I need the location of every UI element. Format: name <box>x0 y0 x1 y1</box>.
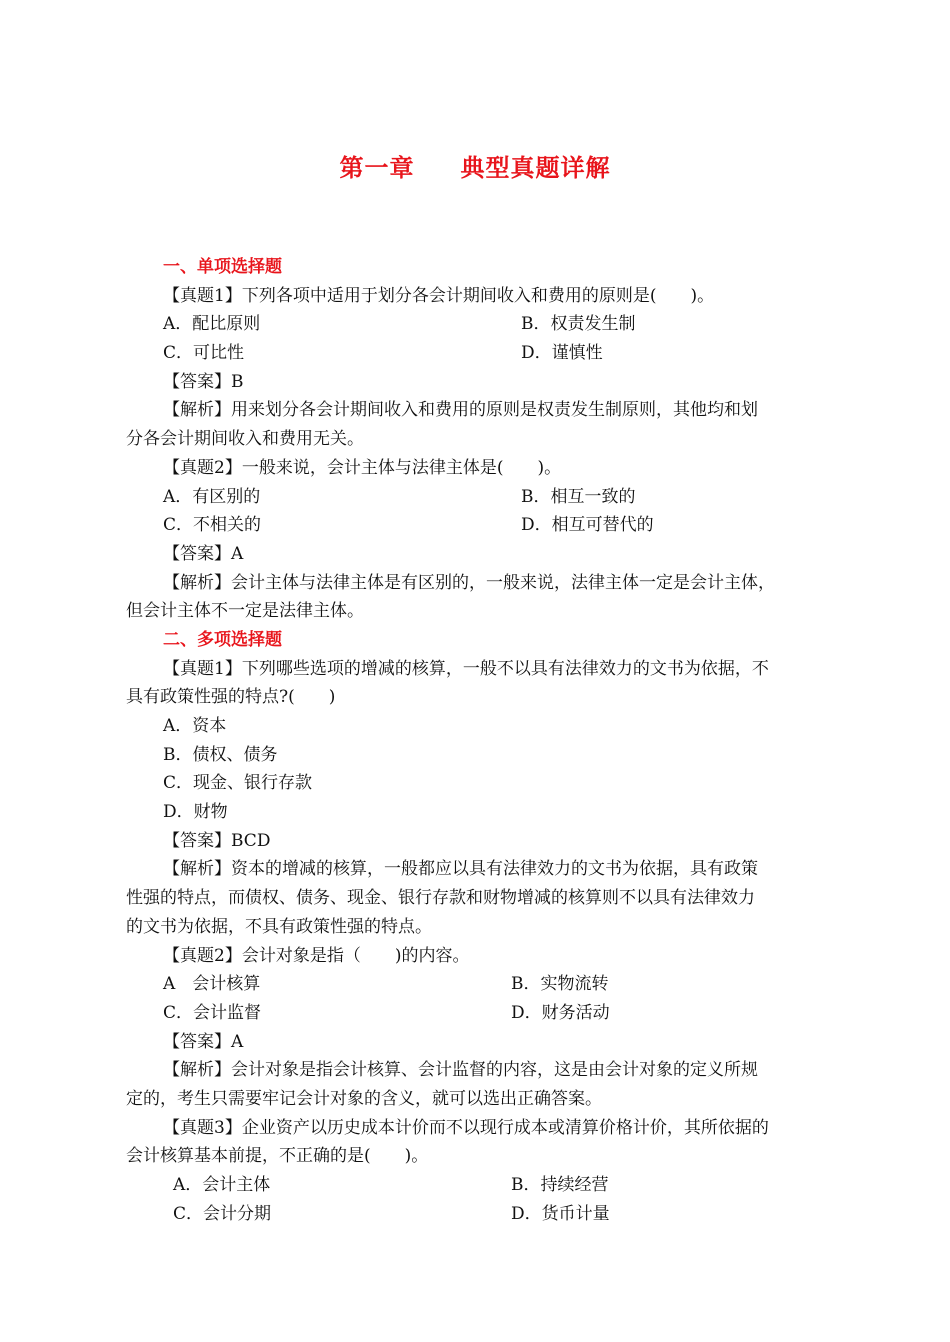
option-b: B．持续经营 <box>511 1175 609 1195</box>
option-b: B．相互一致的 <box>521 486 636 507</box>
analysis-line: 【解析】会计主体与法律主体是有区别的，一般来说，法律主体一定是会计主体， <box>163 572 775 593</box>
option-d: D．财物 <box>163 802 228 823</box>
question-stem: 【真题3】企业资产以历史成本计价而不以现行成本或清算价格计价，其所依据的 <box>163 1117 769 1138</box>
option-a: A．有区别的 <box>163 486 261 507</box>
option-d: D．财务活动 <box>511 1002 610 1023</box>
option-b: B．债权、债务 <box>163 744 278 765</box>
option-row <box>126 970 856 999</box>
option-a: A．配比原则 <box>163 314 261 335</box>
analysis-line: 【解析】会计对象是指会计核算、会计监督的内容，这是由会计对象的定义所规 <box>163 1060 758 1081</box>
option-row <box>126 1171 856 1200</box>
option-c: C．会计监督 <box>163 1002 262 1023</box>
analysis-line: 的文书为依据，不具有政策性强的特点。 <box>126 916 432 937</box>
question-stem: 具有政策性强的特点?( ) <box>126 687 336 708</box>
analysis-line: 【解析】用来划分各会计期间收入和费用的原则是权责发生制原则，其他均和划 <box>163 400 758 421</box>
answer: 【答案】A <box>163 543 244 564</box>
option-c: C．会计分期 <box>173 1203 272 1224</box>
option-c: C．可比性 <box>163 343 245 364</box>
option-row <box>126 310 856 339</box>
option-row <box>126 511 856 540</box>
section-heading-single-choice: 一、单项选择题 <box>163 257 282 277</box>
option-c: C．现金、银行存款 <box>163 773 313 794</box>
question-stem: 【真题2】会计对象是指（ )的内容。 <box>163 945 470 966</box>
question-stem: 会计核算基本前提，不正确的是( )。 <box>126 1146 429 1167</box>
analysis-line: 定的，考生只需要牢记会计对象的含义，就可以选出正确答案。 <box>126 1088 602 1109</box>
answer: 【答案】BCD <box>163 830 271 851</box>
analysis-line: 【解析】资本的增减的核算，一般都应以具有法律效力的文书为依据，具有政策 <box>163 859 758 880</box>
option-b: B．实物流转 <box>511 974 609 995</box>
option-a: A．资本 <box>163 716 227 736</box>
option-row <box>126 1200 856 1229</box>
chapter-title <box>0 148 950 183</box>
option-d: D．货币计量 <box>511 1203 610 1224</box>
analysis-line: 但会计主体不一定是法律主体。 <box>126 601 364 622</box>
chapter-number: 第一章 <box>339 153 415 182</box>
chapter-name: 典型真题详解 <box>460 153 611 182</box>
question-stem: 【真题1】下列哪些选项的增减的核算，一般不以具有法律效力的文书为依据，不 <box>163 658 769 679</box>
option-d: D．谨慎性 <box>521 343 603 364</box>
option-b: B．权责发生制 <box>521 314 636 335</box>
question-stem: 【真题1】下列各项中适用于划分各会计期间收入和费用的原则是( )。 <box>163 285 715 306</box>
section-heading-multiple-choice: 二、多项选择题 <box>163 629 282 650</box>
option-row <box>126 483 856 512</box>
answer: 【答案】A <box>163 1031 244 1052</box>
option-row <box>126 339 856 368</box>
answer: 【答案】B <box>163 371 244 392</box>
document-body <box>126 253 856 1228</box>
option-d: D．相互可替代的 <box>521 515 654 536</box>
option-a: A 会计核算 <box>163 974 261 995</box>
option-a: A．会计主体 <box>173 1175 271 1195</box>
question-stem: 【真题2】一般来说，会计主体与法律主体是( )。 <box>163 457 562 478</box>
analysis-line: 性强的特点，而债权、债务、现金、银行存款和财物增减的核算则不以具有法律效力 <box>126 888 755 909</box>
analysis-line: 分各会计期间收入和费用无关。 <box>126 429 364 450</box>
option-row <box>126 999 856 1028</box>
option-c: C．不相关的 <box>163 515 262 536</box>
